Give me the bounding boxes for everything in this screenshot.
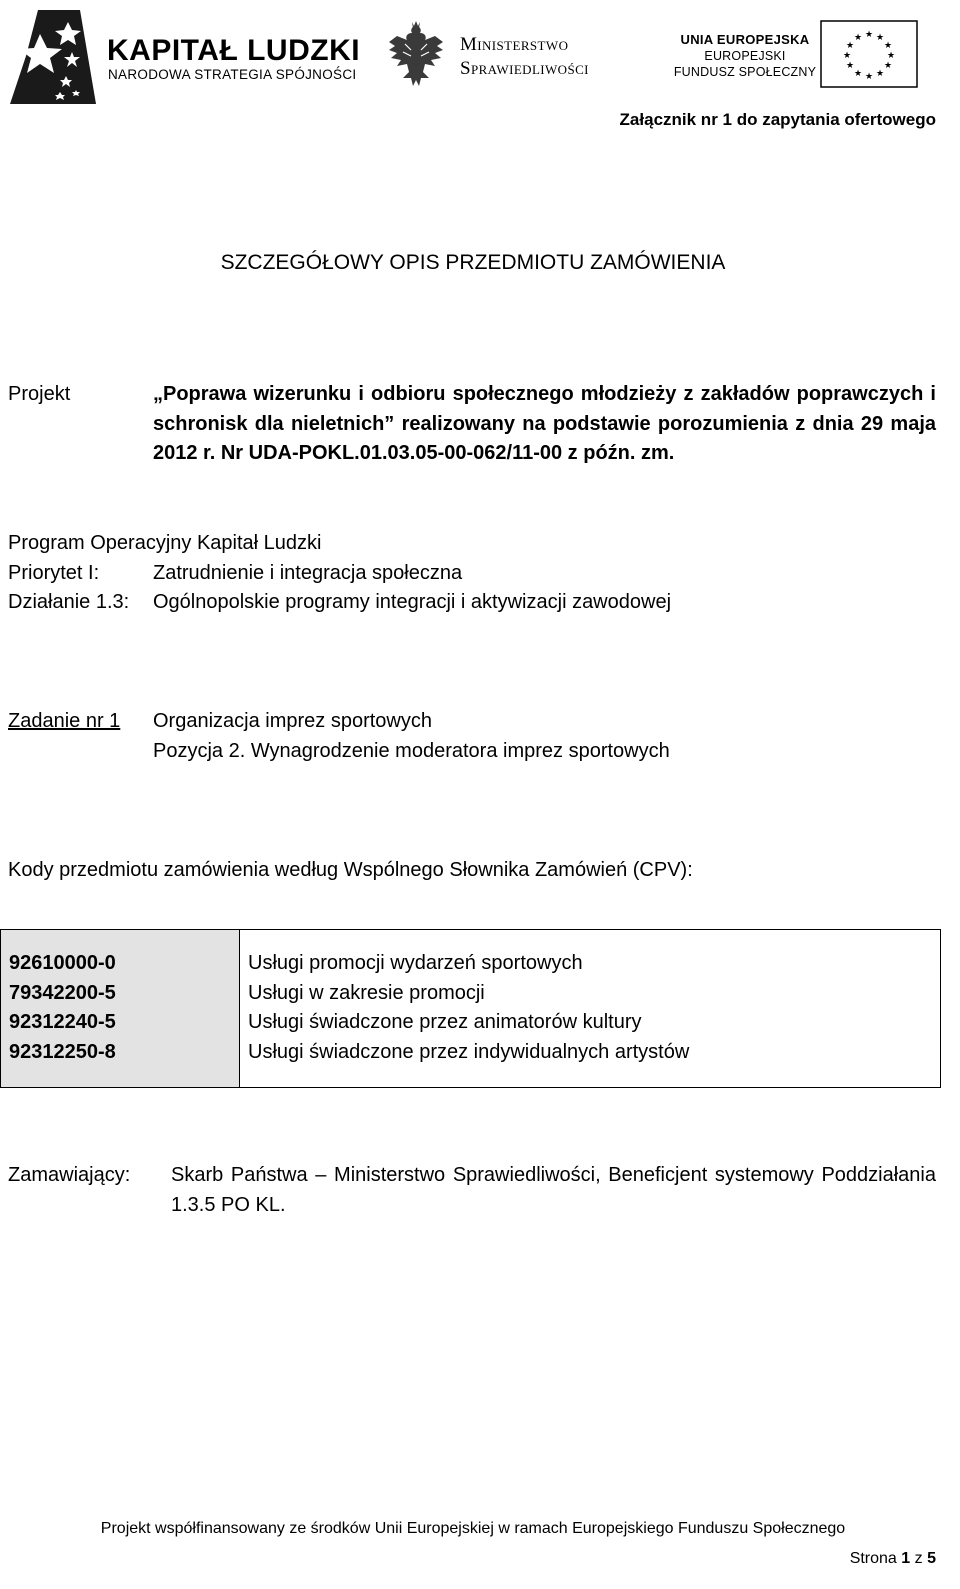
cpv-description: Usługi w zakresie promocji (248, 981, 485, 1004)
ministry-name-line1: Ministerstwo (460, 34, 569, 55)
eu-flag-icon (820, 20, 918, 88)
svg-text:★: ★ (886, 51, 896, 61)
svg-text:★: ★ (875, 69, 885, 79)
page-word: Strona (849, 1550, 897, 1567)
priority-label: Priorytet I: (8, 562, 100, 584)
project-label: Projekt (8, 383, 71, 405)
svg-text:★: ★ (875, 33, 885, 43)
kl-logo-subtitle: NARODOWA STRATEGIA SPÓJNOŚCI (108, 67, 357, 82)
ministry-name-line2: Sprawiedliwości (460, 58, 589, 79)
action-label: Działanie 1.3: (8, 591, 130, 613)
cpv-code-column (1, 930, 240, 1087)
action-value: Ogólnopolskie programy integracji i aktywizacji zawodowej (153, 591, 672, 613)
page-number (850, 1549, 936, 1569)
svg-text:★: ★ (853, 33, 863, 43)
page-sep: z (914, 1550, 923, 1567)
page-total: 5 (927, 1550, 936, 1567)
eu-line3: FUNDUSZ SPOŁECZNY (673, 65, 817, 79)
orderer-text: Skarb Państwa – Ministerstwo Sprawiedliwości, Beneficjent systemowy Poddziałania 1.3.5 PO KL. (171, 1164, 936, 1216)
cpv-code: 79342200-5 (9, 981, 116, 1004)
eu-fund-text (670, 32, 820, 80)
cpv-description: Usługi świadczone przez animatorów kultury (248, 1011, 642, 1034)
cpv-table (0, 929, 941, 1088)
svg-text:★: ★ (842, 51, 852, 61)
svg-text:★: ★ (883, 61, 893, 71)
cpv-description: Usługi świadczone przez indywidualnych artystów (248, 1040, 690, 1063)
page-current: 1 (901, 1550, 911, 1567)
ministry-eagle-icon (385, 20, 447, 92)
eu-line2: EUROPEJSKI (704, 49, 786, 63)
cpv-code: 92610000-0 (9, 952, 116, 974)
orderer-label: Zamawiający: (8, 1164, 131, 1186)
project-description: „Poprawa wizerunku i odbioru społecznego młodzieży z zakładów poprawczych i schronisk dla nieletnich” realizowany na podstawie porozumienia z dnia 29 maja 2012 r. Nr UDA-POKL.01.03.05-00-062/11-00 z późn. zm. (153, 383, 936, 464)
cpv-description-column (240, 930, 940, 1087)
svg-text:★: ★ (883, 41, 893, 51)
cpv-code: 92312250-8 (9, 1040, 116, 1063)
annex-label: Załącznik nr 1 do zapytania ofertowego (619, 110, 936, 129)
program-name: Program Operacyjny Kapitał Ludzki (8, 532, 322, 554)
cpv-heading: Kody przedmiotu zamówienia według Wspólnego Słownika Zamówień (CPV): (8, 859, 693, 881)
task-value: Organizacja imprez sportowych (153, 710, 432, 732)
position-value: Pozycja 2. Wynagrodzenie moderatora imprez sportowych (153, 740, 670, 762)
kl-logo-title: KAPITAŁ LUDZKI (107, 34, 361, 67)
svg-text:★: ★ (864, 72, 874, 82)
cpv-code: 92312240-5 (9, 1011, 116, 1034)
kapital-ludzki-emblem-icon (10, 6, 106, 108)
svg-text:★: ★ (845, 61, 855, 71)
svg-text:★: ★ (853, 69, 863, 79)
cpv-description: Usługi promocji wydarzeń sportowych (248, 952, 583, 974)
svg-text:★: ★ (845, 41, 855, 51)
priority-value: Zatrudnienie i integracja społeczna (153, 562, 463, 584)
document-title: SZCZEGÓŁOWY OPIS PRZEDMIOTU ZAMÓWIENIA (220, 251, 726, 274)
eu-line1: UNIA EUROPEJSKA (680, 32, 810, 47)
task-label: Zadanie nr 1 (8, 710, 121, 732)
svg-text:★: ★ (864, 30, 874, 40)
cofinance-note: Projekt współfinansowany ze środków Unii Europejskiej w ramach Europejskiego Funduszu Społecznego (100, 1520, 846, 1537)
